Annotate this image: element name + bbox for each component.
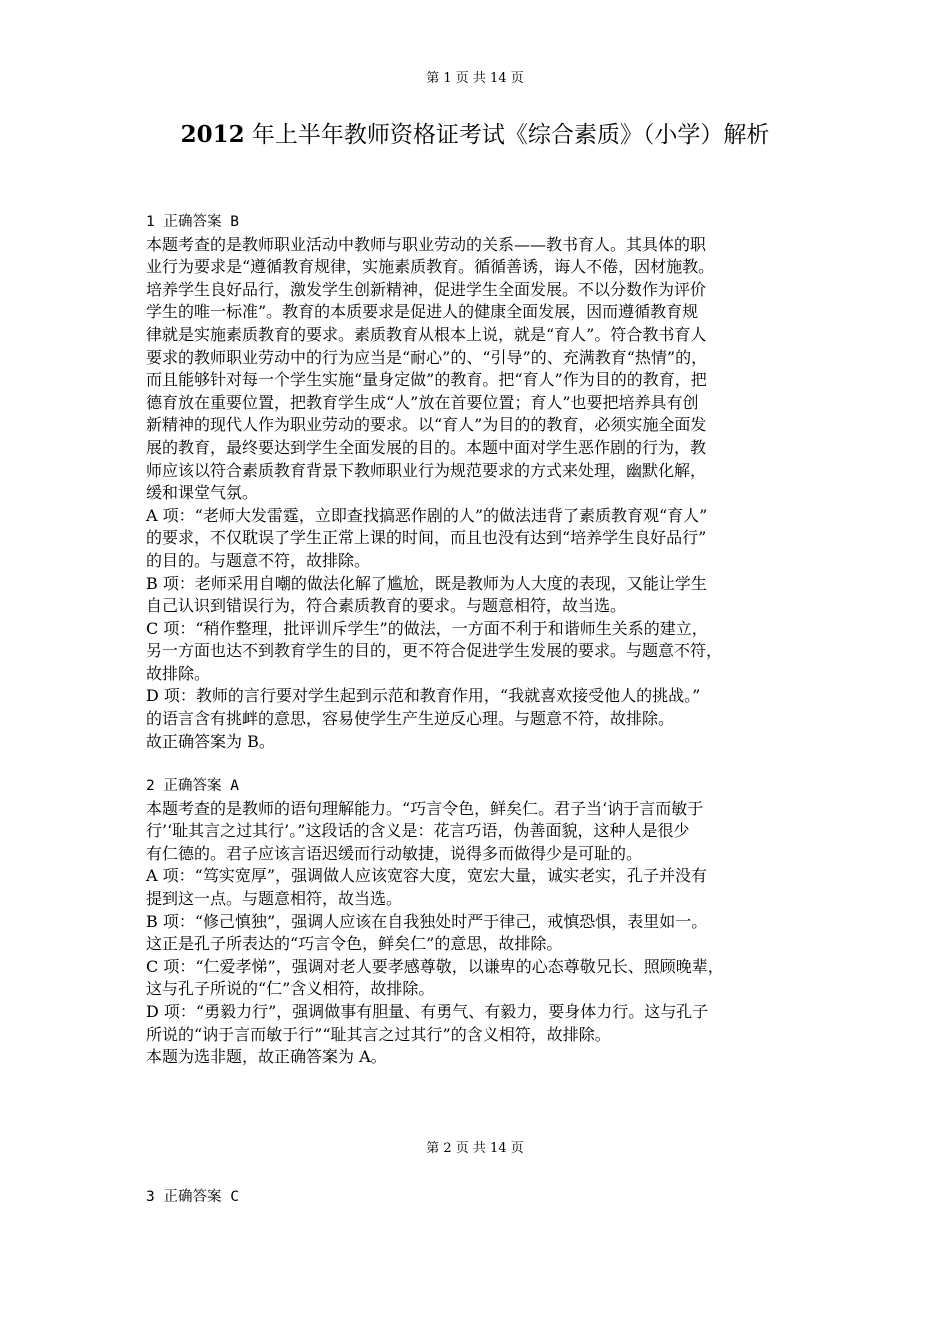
answer-line: 有仁德的。君子应该言语迟缓而行动敏捷，说得多而做得少是可耻的。 [146,843,643,863]
page-header: 第 2 页 共 14 页 [426,1141,524,1156]
answer-line: 故正确答案为 B。 [146,731,275,751]
answer-section-3 [146,1186,811,1209]
answer-line: 本题考查的是教师的语句理解能力。“巧言令色，鲜矣仁。君子当‘讷于言而敏于 [146,798,704,818]
answer-line: B 项：老师采用自嘲的做法化解了尴尬，既是教师为人大度的表现，又能让学生 [146,573,707,593]
answer-section-2 [146,775,811,1069]
answer-line: 业行为要求是“遵循教育规律，实施素质教育。循循善诱，诲人不倦，因材施教。 [146,257,715,277]
answer-heading: 3 正确答案 C [146,1189,239,1205]
answer-line: 本题为选非题，故正确答案为 A。 [146,1047,387,1067]
answer-line: B 项：“修己慎独”，强调人应该在自我独处时严于律己，戒慎恐惧，表里如一。 [146,911,708,931]
answer-line: A 项：“老师大发雷霆，立即查找搞恶作剧的人”的做法违背了素质教育观“育人” [146,505,708,525]
answer-line: 学生的唯一标准”。教育的本质要求是促进人的健康全面发展，因而遵循教育规 [146,302,699,322]
answer-line: 的语言含有挑衅的意思，容易使学生产生逆反心理。与题意不符，故排除。 [146,709,675,729]
answer-line: 展的教育，最终要达到学生全面发展的目的。本题中面对学生恶作剧的行为，教 [146,437,707,457]
answer-line: 律就是实施素质教育的要求。素质教育从根本上说，就是“育人”。符合教书育人 [146,324,707,344]
answer-line: 这与孔子所说的“仁”含义相符，故排除。 [146,979,435,999]
answer-line: 另一方面也达不到教育学生的目的，更不符合促进学生发展的要求。与题意不符， [146,641,723,661]
page-header: 第 1 页 共 14 页 [426,71,524,86]
answer-line: 行’‘耻其言之过其行’。”这段话的含义是：花言巧语，伪善面貌，这种人是很少 [146,821,690,841]
answer-section-1 [146,211,811,753]
answer-line: D 项：“勇毅力行”，强调做事有胆量、有勇气、有毅力，要身体力行。这与孔子 [146,1001,709,1021]
answer-line: 要求的教师职业劳动中的行为应当是“耐心”的、“引导”的、充满教育“热情”的， [146,347,708,367]
answer-line: 提到这一点。与题意相符，故当选。 [146,888,403,908]
answer-heading: 2 正确答案 A [146,778,239,794]
answer-line: A 项：“笃实宽厚”，强调做人应该宽容大度，宽宏大量，诚实老实，孔子并没有 [146,866,708,886]
answer-line: 这正是孔子所表达的“巧言令色，鲜矣仁”的意思，故排除。 [146,934,563,954]
answer-line: 缓和课堂气氛。 [146,483,259,503]
answer-line: 德育放在重要位置，把教育学生成“人”放在首要位置；育人”也要把培养具有创 [146,392,699,412]
answer-line: C 项：“稍作整理，批评训斥学生”的做法，一方面不利于和谐师生关系的建立， [146,618,708,638]
answer-line: 的要求，不仅耽误了学生正常上课的时间，而且也没有达到“培养学生良好品行” [146,528,707,548]
answer-line: 而且能够针对每一个学生实施“量身定做”的教育。把“育人”作为目的的教育，把 [146,370,707,390]
title-text: 年上半年教师资格证考试《综合素质》（小学）解析 [244,122,770,148]
answer-line: 师应该以符合素质教育背景下教师职业行为规范要求的方式来处理，幽默化解， [146,460,707,480]
document-title [0,117,950,153]
answer-line: 本题考查的是教师职业活动中教师与职业劳动的关系——教书育人。其具体的职 [146,234,707,254]
answer-line: 的目的。与题意不符，故排除。 [146,550,371,570]
answer-line: D 项：教师的言行要对学生起到示范和教育作用，“我就喜欢接受他人的挑战。” [146,686,701,706]
answer-heading: 1 正确答案 B [146,214,239,230]
answer-line: C 项：“仁爱孝悌”，强调对老人要孝感尊敬，以谦卑的心态尊敬兄长、照顾晚辈， [146,956,724,976]
answer-line: 故排除。 [146,663,211,683]
answer-line: 自己认识到错误行为，符合素质教育的要求。与题意相符，故当选。 [146,596,627,616]
title-year: 2012 [180,121,245,148]
answer-line: 培养学生良好品行，激发学生创新精神，促进学生全面发展。不以分数作为评价 [146,279,707,299]
answer-line: 所说的“讷于言而敏于行”“耻其言之过其行”的含义相符，故排除。 [146,1024,611,1044]
answer-line: 新精神的现代人作为职业劳动的要求。以“育人”为目的的教育，必须实施全面发 [146,415,707,435]
